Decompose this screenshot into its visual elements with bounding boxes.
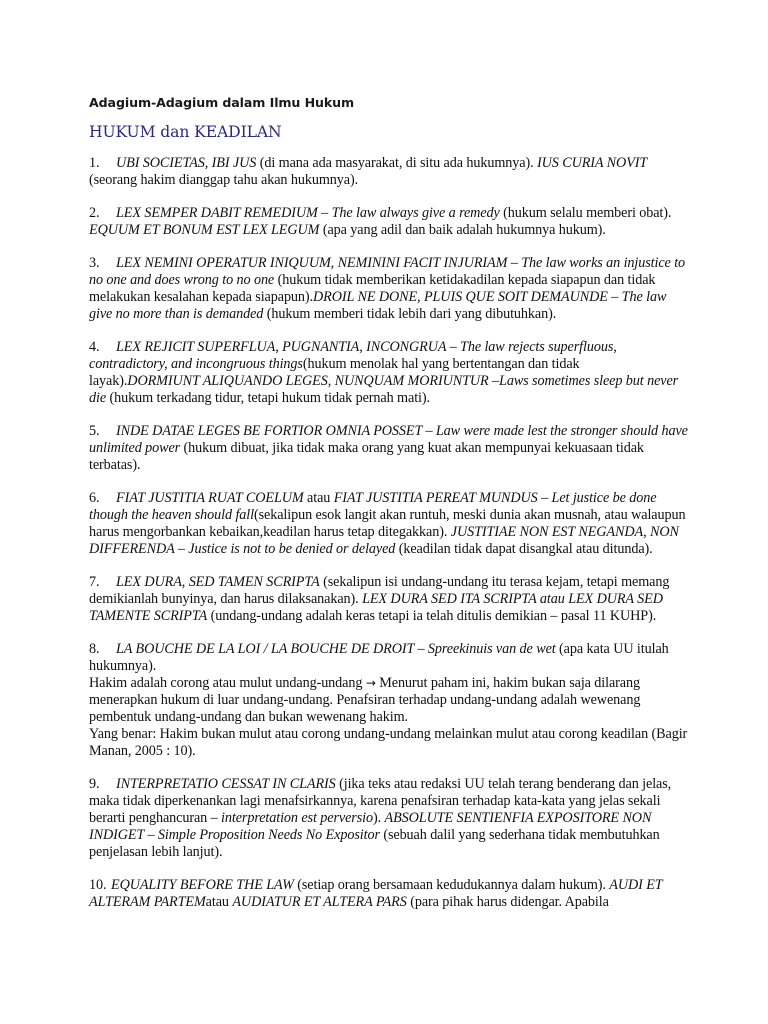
item-number: 8.	[89, 641, 100, 657]
list-item	[89, 339, 688, 407]
adage-latin: LEX NEMINI OPERATUR INIQUUM, NEMININI FACIT INJURIAM – The law works an injustice to no one and does wrong to no one	[89, 255, 686, 288]
adage-explanation: (hukum menolak hal yang bertentangan dan tidak layak).	[89, 356, 580, 389]
adage-explanation: (keadilan tidak dapat disangkal atau ditunda).	[395, 541, 653, 557]
adage-explanation: (di mana ada masyarakat, di situ ada hukumnya).	[256, 155, 538, 171]
adage-explanation: (hukum dibuat, jika tidak maka orang yang kuat akan mempunyai kekuasaan tidak terbatas).	[89, 440, 644, 473]
adage-latin: LEX REJICIT SUPERFLUA, PUGNANTIA, INCONGRUA – The law rejects superfluous, contradictory, and incongruous things	[89, 339, 617, 372]
adage-commentary: Yang benar: Hakim bukan mulut atau corong undang-undang melainkan mulut atau corong keadilan (Bagir Manan, 2005 : 10).	[89, 726, 688, 759]
adage-latin: JUSTITIAE NON EST NEGANDA, NON DIFFERENDA – Justice is not to be denied or delayed	[89, 524, 679, 557]
item-number: 1.	[89, 155, 100, 171]
adage-latin: interpretation est perversio	[221, 810, 373, 826]
adage-latin: LEX SEMPER DABIT REMEDIUM – The law always give a remedy	[116, 205, 500, 221]
list-item	[89, 776, 688, 861]
adage-latin: INTERPRETATIO CESSAT IN CLARIS	[116, 776, 336, 792]
adage-explanation: (hukum tidak memberikan ketidakadilan kepada siapapun dan tidak melakukan kesalahan kepada siapapun).	[89, 272, 656, 305]
list-item	[89, 255, 688, 323]
list-item	[89, 490, 688, 558]
item-number: 5.	[89, 423, 100, 439]
adage-explanation: ).	[372, 810, 385, 826]
adage-explanation: (sekalipun esok langit akan runtuh, meski dunia akan musnah, atau walaupun harus mengorbankan kebaikan,keadilan harus tetap ditegakkan).	[89, 507, 686, 540]
list-item	[89, 877, 688, 911]
list-item	[89, 155, 688, 189]
adage-explanation: (undang-undang adalah keras tetapi ia telah ditulis demikian – pasal 11 KUHP).	[207, 608, 657, 624]
adage-commentary: Menurut paham ini, hakim bukan saja dilarang menerapkan hukum di luar undang-undang. Penafsiran terhadap undang-undang adalah wewenang pembentuk undang-undang dan bukan wewenang hakim.	[89, 675, 641, 725]
adage-latin: AUDIATUR ET ALTERA PARS	[232, 894, 407, 910]
item-number: 10.	[89, 877, 107, 893]
adage-explanation: (jika teks atau redaksi UU telah terang benderang dan jelas, maka tidak diperkenankan lagi menafsirkannya, karena penafsiran terhadap kata-kata yang jelas sekali berarti penghancuran –	[89, 776, 672, 826]
adage-latin: LA BOUCHE DE LA LOI / LA BOUCHE DE DROIT – Spreekinuis van de wet	[116, 641, 556, 657]
adage-explanation: (hukum memberi tidak lebih dari yang dibutuhkan).	[263, 306, 557, 322]
adage-connector: atau	[303, 490, 334, 506]
item-number: 9.	[89, 776, 100, 792]
adage-explanation: (para pihak harus didengar. Apabila	[406, 894, 609, 910]
adage-latin: FIAT JUSTITIA RUAT COELUM	[116, 490, 304, 506]
adage-latin: LEX DURA, SED TAMEN SCRIPTA	[116, 574, 320, 590]
adage-latin: EQUUM ET BONUM EST LEX LEGUM	[89, 222, 320, 238]
item-number: 4.	[89, 339, 100, 355]
adage-latin: AUDI ET ALTERAM PARTEM	[89, 877, 663, 910]
list-item	[89, 574, 688, 625]
item-number: 3.	[89, 255, 100, 271]
adage-latin: DROIL NE DONE, PLUIS QUE SOIT DEMAUNDE – The law give no more than is demanded	[89, 289, 667, 322]
adage-commentary: Hakim adalah corong atau mulut undang-undang	[89, 675, 366, 691]
list-item	[89, 205, 688, 239]
adage-explanation: (sebuah dalil yang sederhana tidak membutuhkan penjelasan lebih lanjut).	[89, 827, 660, 860]
adage-explanation: (hukum selalu memberi obat).	[499, 205, 672, 221]
arrow-right-icon: →	[365, 676, 376, 690]
adage-latin: ABSOLUTE SENTIENFIA EXPOSITORE NON INDIGET – Simple Proposition Needs No Expositor	[89, 810, 652, 843]
adage-latin: IUS CURIA NOVIT	[537, 155, 648, 171]
item-number: 2.	[89, 205, 100, 221]
adage-explanation: (hukum terkadang tidur, tetapi hukum tidak pernah mati).	[106, 390, 430, 406]
list-item	[89, 423, 688, 474]
adage-latin: UBI SOCIETAS, IBI JUS	[116, 155, 257, 171]
section-heading: HUKUM dan KEADILAN	[89, 123, 282, 141]
adage-connector: atau	[205, 894, 233, 910]
adage-latin: FIAT JUSTITIA PEREAT MUNDUS – Let justice be done though the heaven should fall	[89, 490, 657, 523]
item-number: 6.	[89, 490, 100, 506]
list-item	[89, 641, 688, 760]
adage-latin: INDE DATAE LEGES BE FORTIOR OMNIA POSSET – Law were made lest the stronger should have unlimited power	[89, 423, 688, 456]
adage-latin: EQUALITY BEFORE THE LAW	[111, 877, 294, 893]
adage-explanation: (seorang hakim dianggap tahu akan hukumnya).	[89, 172, 359, 188]
adage-explanation: (sekalipun isi undang-undang itu terasa kejam, tetapi memang demikianlah bunyinya, dan harus dilaksanakan).	[89, 574, 670, 607]
adage-latin: LEX DURA SED ITA SCRIPTA atau LEX DURA SED TAMENTE SCRIPTA	[89, 591, 663, 624]
document-title: Adagium-Adagium dalam Ilmu Hukum	[89, 95, 355, 110]
item-number: 7.	[89, 574, 100, 590]
adage-explanation: (apa yang adil dan baik adalah hukumnya hukum).	[319, 222, 606, 238]
adage-explanation: (apa kata UU itulah hukumnya).	[89, 641, 669, 674]
adage-explanation: (setiap orang bersamaan kedudukannya dalam hukum).	[293, 877, 610, 893]
adage-latin: DORMIUNT ALIQUANDO LEGES, NUNQUAM MORIUNTUR –Laws sometimes sleep but never die	[89, 373, 679, 406]
